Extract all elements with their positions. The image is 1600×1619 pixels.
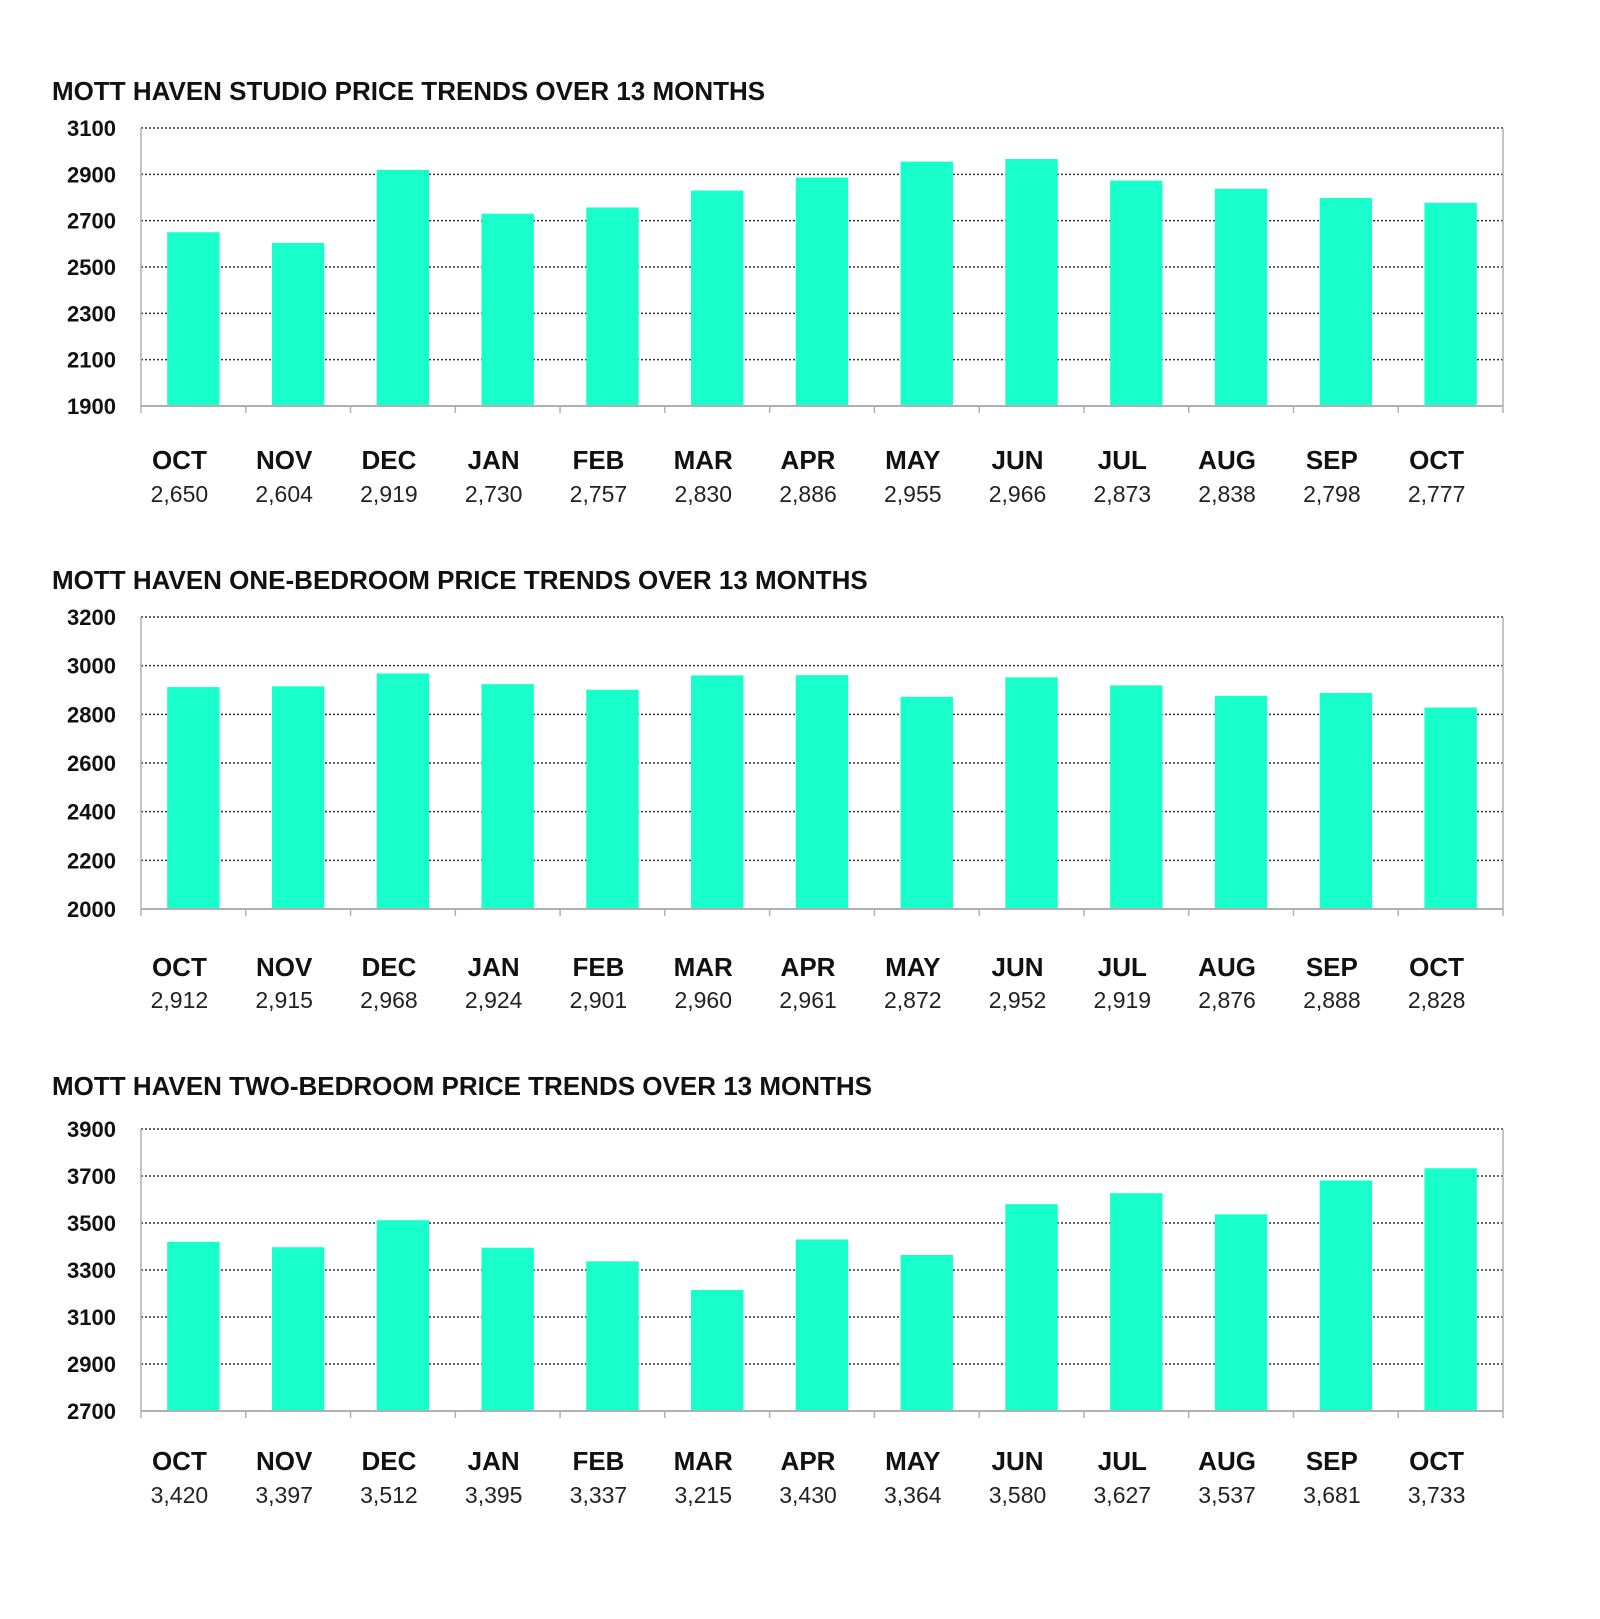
- data-value-label: 2,919: [1093, 987, 1152, 1013]
- data-value-label: 2,798: [1303, 481, 1361, 507]
- bar-apr-6: [796, 675, 848, 909]
- data-value-label: 3,420: [150, 1482, 209, 1508]
- y-tick-label: 2900: [67, 1352, 116, 1377]
- x-category-label: DEC: [361, 445, 417, 475]
- x-category-label: FEB: [572, 445, 625, 475]
- bar-aug-10: [1215, 189, 1267, 406]
- studio-chart-plot: [0, 76, 1600, 536]
- x-category-label: JAN: [467, 952, 520, 982]
- data-value-label: 2,777: [1407, 481, 1466, 507]
- data-value-label: 2,952: [988, 987, 1047, 1013]
- y-tick-label: 2400: [67, 799, 116, 825]
- bar-oct-12: [1424, 1168, 1476, 1411]
- bar-sep-11: [1320, 198, 1372, 406]
- bar-sep-11: [1320, 693, 1372, 909]
- x-category-label: DEC: [361, 952, 417, 982]
- bar-nov-1: [272, 1247, 324, 1411]
- x-category-label: JUN: [991, 952, 1044, 982]
- bar-feb-4: [586, 207, 638, 406]
- bar-jun-8: [1005, 1204, 1057, 1411]
- data-value-label: 2,955: [883, 481, 942, 507]
- y-tick-label: 3100: [67, 1305, 116, 1330]
- y-tick-label: 3300: [67, 1258, 116, 1283]
- data-value-label: 3,215: [674, 1482, 733, 1508]
- data-value-label: 2,828: [1407, 987, 1466, 1013]
- y-tick-label: 1900: [67, 394, 116, 419]
- data-value-label: 2,830: [674, 481, 733, 507]
- data-value-label: 3,681: [1303, 1482, 1361, 1508]
- bar-feb-4: [586, 690, 638, 909]
- bar-dec-2: [377, 673, 429, 909]
- data-value-label: 2,912: [150, 987, 209, 1013]
- x-category-label: NOV: [255, 952, 313, 982]
- bar-jul-9: [1110, 181, 1162, 406]
- x-category-label: AUG: [1198, 1446, 1256, 1476]
- bar-oct-0: [167, 687, 219, 909]
- x-category-label: SEP: [1305, 952, 1358, 982]
- x-category-label: DEC: [361, 1446, 417, 1476]
- bar-apr-6: [796, 178, 848, 406]
- x-category-label: FEB: [572, 1446, 625, 1476]
- bar-aug-10: [1215, 1214, 1267, 1411]
- y-tick-label: 3900: [67, 1117, 116, 1142]
- x-category-label: JAN: [467, 1446, 520, 1476]
- y-tick-label: 3500: [67, 1211, 116, 1236]
- x-category-label: MAR: [673, 445, 733, 475]
- chart-title: MOTT HAVEN TWO-BEDROOM PRICE TRENDS OVER 13 MONTHS: [52, 1071, 872, 1101]
- data-value-label: 3,395: [464, 1482, 523, 1508]
- data-value-label: 2,757: [569, 481, 628, 507]
- bar-oct-0: [167, 1242, 219, 1411]
- bar-dec-2: [377, 1220, 429, 1411]
- y-tick-label: 3000: [67, 653, 116, 679]
- bar-jun-8: [1005, 677, 1057, 909]
- data-value-label: 2,919: [360, 481, 418, 507]
- data-value-label: 2,960: [674, 987, 733, 1013]
- bar-oct-12: [1424, 708, 1476, 909]
- data-value-label: 3,397: [255, 1482, 313, 1508]
- bar-jun-8: [1005, 159, 1057, 406]
- x-category-label: JUL: [1097, 1446, 1147, 1476]
- x-category-label: MAY: [885, 1446, 941, 1476]
- x-category-label: NOV: [255, 445, 313, 475]
- x-category-label: MAR: [673, 952, 733, 982]
- data-value-label: 3,733: [1407, 1482, 1466, 1508]
- bar-may-7: [901, 697, 953, 909]
- x-category-label: SEP: [1305, 1446, 1358, 1476]
- x-category-label: JUL: [1097, 445, 1147, 475]
- x-category-label: OCT: [1409, 1446, 1465, 1476]
- x-category-label: OCT: [151, 445, 207, 475]
- chart-title: MOTT HAVEN STUDIO PRICE TRENDS OVER 13 MONTHS: [52, 76, 766, 106]
- y-tick-label: 2100: [67, 347, 116, 373]
- data-value-label: 3,337: [569, 1482, 628, 1508]
- data-value-label: 2,876: [1198, 987, 1256, 1013]
- y-tick-label: 2700: [67, 208, 116, 234]
- y-tick-label: 2600: [67, 751, 116, 776]
- bar-oct-0: [167, 232, 219, 406]
- x-category-label: SEP: [1305, 445, 1358, 475]
- bar-dec-2: [377, 170, 429, 406]
- bar-may-7: [901, 162, 953, 406]
- y-tick-label: 2700: [67, 1399, 116, 1424]
- x-category-label: FEB: [572, 952, 625, 982]
- data-value-label: 3,364: [883, 1482, 942, 1508]
- x-category-label: APR: [780, 952, 836, 982]
- data-value-label: 3,430: [779, 1482, 837, 1508]
- bar-nov-1: [272, 243, 324, 406]
- data-value-label: 2,901: [569, 987, 628, 1013]
- x-category-label: OCT: [151, 1446, 207, 1476]
- x-category-label: AUG: [1198, 445, 1256, 475]
- x-category-label: APR: [780, 1446, 836, 1476]
- data-value-label: 2,966: [988, 481, 1047, 507]
- y-tick-label: 3100: [67, 116, 116, 141]
- bar-may-7: [901, 1255, 953, 1411]
- data-value-label: 2,730: [464, 481, 523, 507]
- data-value-label: 2,924: [464, 987, 523, 1013]
- bar-jan-3: [482, 1248, 534, 1411]
- data-value-label: 2,872: [883, 987, 942, 1013]
- bar-nov-1: [272, 686, 324, 909]
- y-tick-label: 2300: [67, 301, 116, 327]
- x-category-label: OCT: [151, 952, 207, 982]
- y-tick-label: 2800: [67, 702, 116, 728]
- y-tick-label: 3700: [67, 1164, 116, 1189]
- bar-mar-5: [691, 1290, 743, 1411]
- data-value-label: 3,580: [988, 1482, 1047, 1508]
- bar-oct-12: [1424, 203, 1476, 406]
- bar-aug-10: [1215, 696, 1267, 909]
- x-category-label: JUL: [1097, 952, 1147, 982]
- bar-jan-3: [482, 214, 534, 406]
- x-category-label: NOV: [255, 1446, 313, 1476]
- bar-mar-5: [691, 675, 743, 909]
- bar-mar-5: [691, 191, 743, 406]
- bar-jan-3: [482, 684, 534, 909]
- bar-apr-6: [796, 1239, 848, 1411]
- x-category-label: MAY: [885, 445, 941, 475]
- y-tick-label: 2000: [67, 897, 116, 922]
- x-category-label: OCT: [1409, 445, 1465, 475]
- bar-sep-11: [1320, 1180, 1372, 1411]
- one-bedroom-chart-plot: [0, 565, 1600, 1035]
- y-tick-label: 3200: [67, 605, 116, 630]
- data-value-label: 2,886: [779, 481, 837, 507]
- data-value-label: 3,512: [360, 1482, 418, 1508]
- data-value-label: 2,968: [360, 987, 418, 1013]
- x-category-label: JAN: [467, 445, 520, 475]
- data-value-label: 2,915: [255, 987, 313, 1013]
- data-value-label: 2,961: [779, 987, 837, 1013]
- data-value-label: 2,604: [255, 481, 313, 507]
- y-tick-label: 2200: [67, 848, 116, 874]
- y-tick-label: 2900: [67, 162, 116, 188]
- x-category-label: MAY: [885, 952, 941, 982]
- x-category-label: APR: [780, 445, 836, 475]
- data-value-label: 3,627: [1093, 1482, 1152, 1508]
- x-category-label: MAR: [673, 1446, 733, 1476]
- data-value-label: 3,537: [1198, 1482, 1256, 1508]
- bar-jul-9: [1110, 685, 1162, 909]
- x-category-label: JUN: [991, 445, 1044, 475]
- x-category-label: JUN: [991, 1446, 1044, 1476]
- bar-feb-4: [586, 1261, 638, 1411]
- chart-title: MOTT HAVEN ONE-BEDROOM PRICE TRENDS OVER 13 MONTHS: [52, 565, 868, 595]
- two-bedroom-chart-plot: [0, 1071, 1600, 1551]
- data-value-label: 2,888: [1303, 987, 1361, 1013]
- bar-jul-9: [1110, 1193, 1162, 1411]
- data-value-label: 2,650: [150, 481, 209, 507]
- x-category-label: AUG: [1198, 952, 1256, 982]
- y-tick-label: 2500: [67, 255, 116, 280]
- data-value-label: 2,838: [1198, 481, 1256, 507]
- data-value-label: 2,873: [1093, 481, 1152, 507]
- x-category-label: OCT: [1409, 952, 1465, 982]
